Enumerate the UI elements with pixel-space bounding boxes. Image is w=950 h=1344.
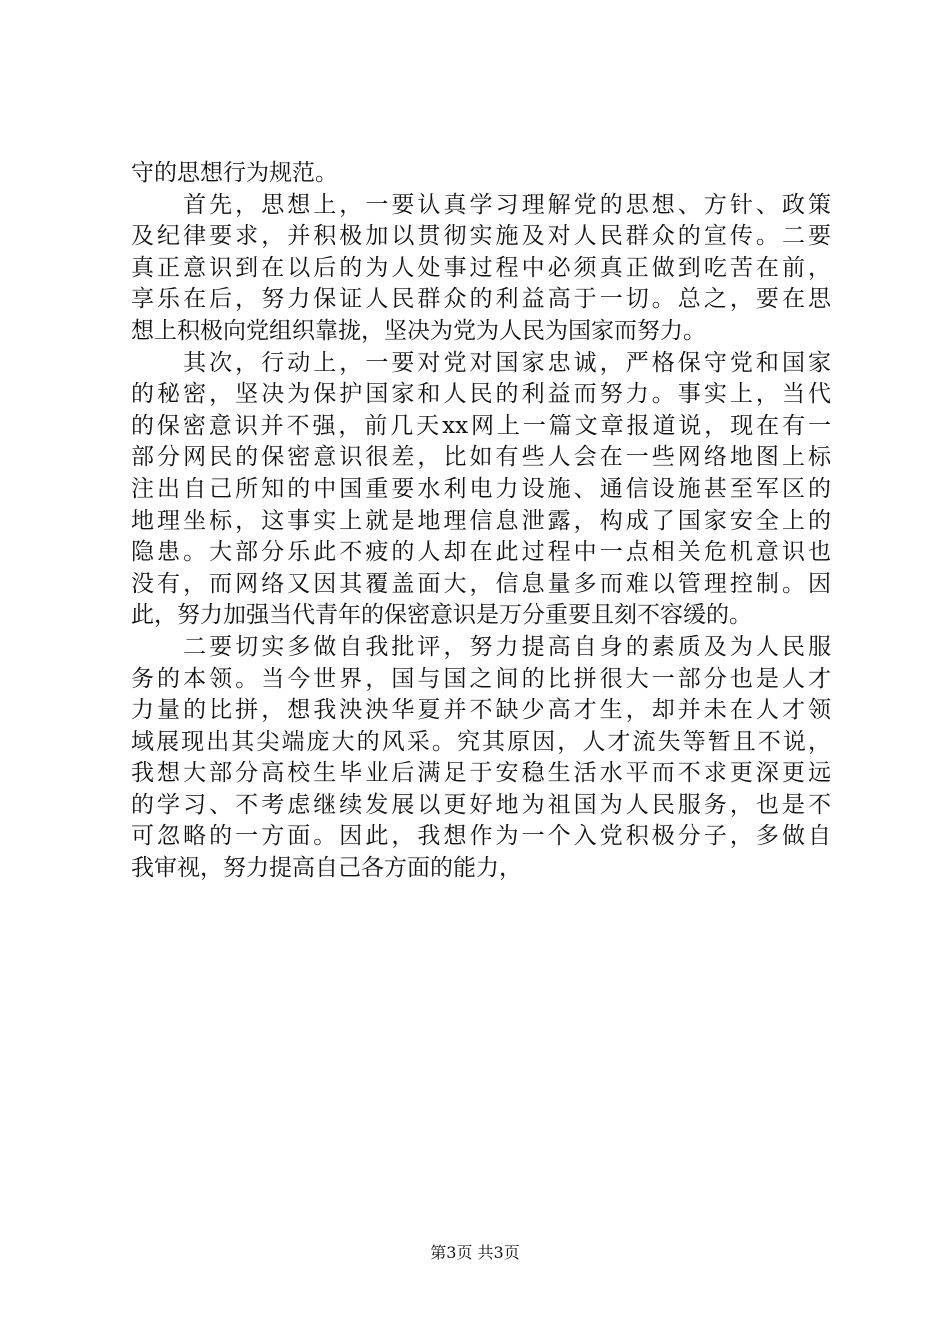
text-line: 享乐在后，努力保证人民群众的利益高于一切。总之，要在思 <box>131 286 831 313</box>
text-line: 其次，行动上，一要对党对国家忠诚，严格保守党和国家 <box>131 349 831 376</box>
text-line: 可忽略的一方面。因此，我想作为一个入党积极分子，多做自 <box>131 823 831 850</box>
text-line: 务的本领。当今世界，国与国之间的比拼很大一部分也是人才 <box>131 665 831 692</box>
text-line: 想上积极向党组织靠拢，坚决为党为人民为国家而努力。 <box>131 317 706 344</box>
text-line: 注出自己所知的中国重要水利电力设施、通信设施甚至军区的 <box>131 475 831 502</box>
text-line: 的保密意识并不强，前几天xx网上一篇文章报道说，现在有一 <box>131 412 831 439</box>
text-line: 此，努力加强当代青年的保密意识是万分重要且刻不容缓的。 <box>131 602 752 629</box>
body-text <box>131 158 831 885</box>
text-line: 没有，而网络又因其覆盖面大，信息量多而难以管理控制。因 <box>131 570 831 597</box>
text-line: 守的思想行为规范。 <box>131 160 338 186</box>
text-line: 真正意识到在以后的为人处事过程中必须真正做到吃苦在前， <box>131 254 831 281</box>
page-footer: 第3页 共3页 <box>430 1243 520 1262</box>
text-line: 的学习、不考虑继续发展以更好地为祖国为人民服务，也是不 <box>131 791 831 818</box>
text-line: 部分网民的保密意识很差，比如有些人会在一些网络地图上标 <box>131 444 831 471</box>
text-line: 二要切实多做自我批评，努力提高自身的素质及为人民服 <box>131 633 831 660</box>
text-line: 地理坐标，这事实上就是地理信息泄露，构成了国家安全上的 <box>131 507 831 534</box>
text-line: 隐患。大部分乐此不疲的人却在此过程中一点相关危机意识也 <box>131 539 831 566</box>
text-line: 我审视，努力提高自己各方面的能力， <box>131 855 522 882</box>
text-line: 域展现出其尖端庞大的风采。究其原因，人才流失等暂且不说， <box>131 728 831 755</box>
text-line: 的秘密，坚决为保护国家和人民的利益而努力。事实上，当代 <box>131 381 831 408</box>
text-line: 首先，思想上，一要认真学习理解党的思想、方针、政策 <box>131 191 831 218</box>
text-line: 力量的比拼，想我泱泱华夏并不缺少高才生，却并未在人才领 <box>131 697 831 724</box>
text-line: 我想大部分高校生毕业后满足于安稳生活水平而不求更深更远 <box>131 760 831 787</box>
text-line: 及纪律要求，并积极加以贯彻实施及对人民群众的宣传。二要 <box>131 223 831 250</box>
